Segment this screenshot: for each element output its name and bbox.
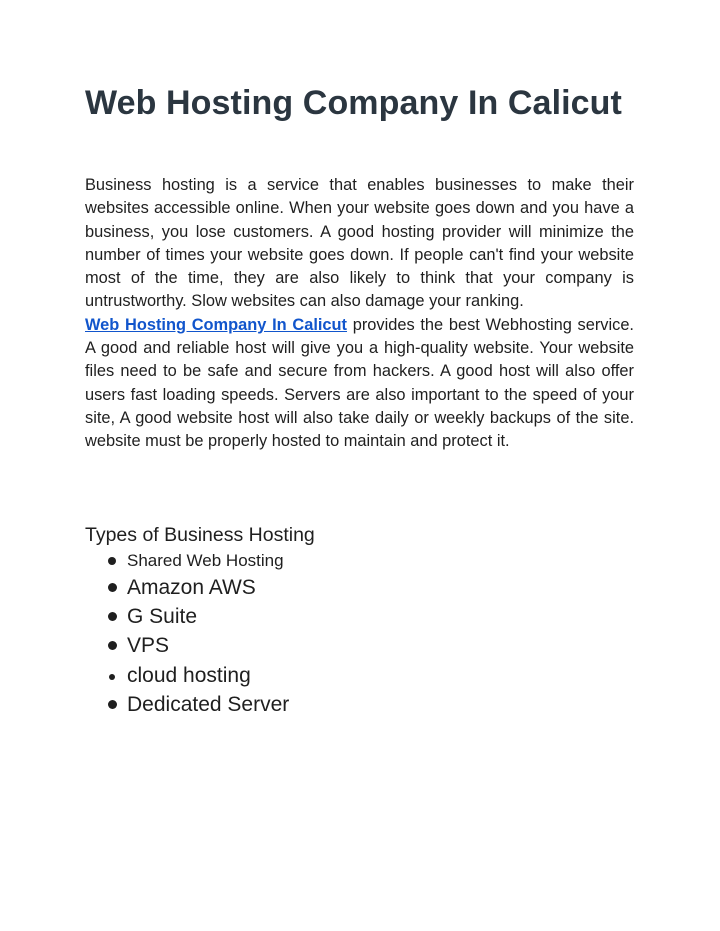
list-item-label: Amazon AWS	[127, 576, 256, 599]
list-item	[85, 661, 289, 690]
list-item	[85, 549, 289, 573]
bullet-icon	[108, 641, 117, 650]
bullet-icon	[108, 612, 117, 621]
list-item-label: Shared Web Hosting	[127, 551, 284, 570]
bullet-icon	[108, 700, 117, 709]
services-text: provides the best Webhosting service. A good and reliable host will give you a high-quality website. Your website files need to be safe and secure from hackers. A good host will also offer users fast loading speeds. Servers are also important to the speed of your site, A good website host will also take daily or weekly backups of the site. website must be properly hosted to maintain and protect it.	[85, 315, 634, 451]
body-text	[85, 174, 634, 454]
services-paragraph	[85, 314, 634, 454]
types-heading: Types of Business Hosting	[85, 524, 315, 546]
hosting-types-list	[85, 549, 289, 719]
bullet-icon	[108, 557, 116, 565]
company-link[interactable]: Web Hosting Company In Calicut	[85, 315, 348, 334]
list-item-label: G Suite	[127, 605, 198, 629]
list-item	[85, 631, 289, 660]
list-item-label: VPS	[127, 634, 170, 658]
list-item	[85, 573, 289, 602]
list-item	[85, 690, 289, 719]
list-item	[85, 602, 289, 631]
bullet-icon	[109, 674, 115, 680]
bullet-icon	[108, 583, 117, 592]
list-item-label: cloud hosting	[127, 663, 251, 687]
intro-paragraph: Business hosting is a service that enables businesses to make their websites accessible online. When your website goes down and you have a business, you lose customers. A good hosting provider will minimize the number of times your website goes down. If people can't find your website most of the time, they are also likely to think that your company is untrustworthy. Slow websites can also damage your ranking.	[85, 176, 634, 311]
page-title: Web Hosting Company In Calicut	[85, 84, 622, 122]
list-item-label: Dedicated Server	[127, 692, 290, 716]
